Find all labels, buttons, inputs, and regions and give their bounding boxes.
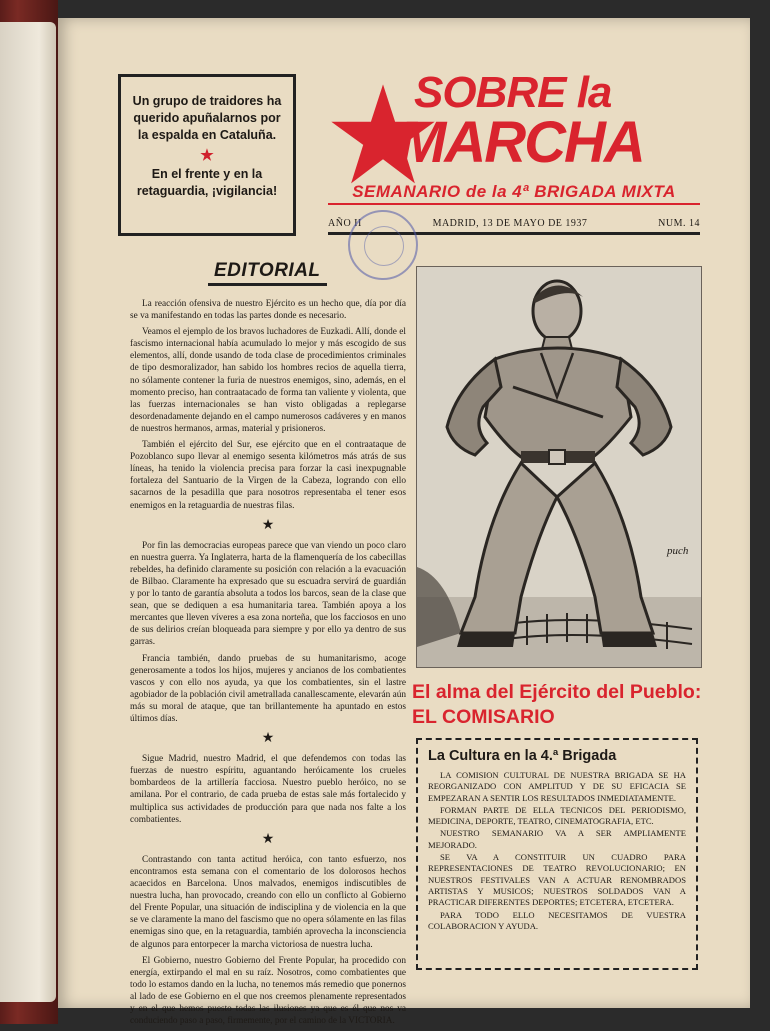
editorial-paragraph: Veamos el ejemplo de los bravos luchadores de Euzkadi. Allí, donde el fascismo internacional había acumulado lo mejor y más escogido de sus elementos, allí, donde usando de toda clase de procedimientos criminales de tipo desmoralizador, han sabido los hombres recios de aquella tierra, no sólamente contener la furia de nuestros enemigos, sino, además, en el momento preciso, han contraatacado de forma tan valiente y violenta, que las fuerzas internacionales se han visto obligadas a replegarse desordenadamente dejando en el campo numerosos cadáveres y en manos de nuestros hermanos, armas, material y prisioneros. bbox=[130, 327, 406, 434]
masthead bbox=[328, 70, 700, 208]
editorial-paragraph: Sigue Madrid, nuestro Madrid, el que defendemos con todas las fuerzas de nuestro espíritu, aguantando heróicamente los crueles bombardeos de la artillería facciosa. Nuestro pueblo heróico, no se amilana. Por el contrario, de cada prueba de estas sale más fortalecido y multiplica sus actividades de producción para que nada nos falte a los combatientes. bbox=[130, 754, 406, 825]
editorial-column bbox=[130, 298, 406, 1031]
star-icon: ★ bbox=[261, 731, 275, 747]
star-icon: ★ bbox=[261, 831, 275, 847]
editorial-paragraph: Contrastando con tanta actitud heróica, con tanto esfuerzo, nos encontramos esta semana con el comentario de los dolorosos hechos acaecidos en Barcelona. Unos malvados, enemigos indiscutibles de nuestra lucha, han provocado, creando con ello un conflicto al Gobierno del Frente Popular, una situación de indisciplina y de violencia en la que se ve claramente la mano del fascismo que no opera sólamente en las filas enemigas sino que, en la retaguardia, también aprovecha la inconsciencia de algunos para entorpecer la marcha victoriosa de nuestra lucha. bbox=[130, 854, 406, 950]
masthead-subtitle: SEMANARIO de la 4ª BRIGADA MIXTA bbox=[328, 182, 700, 205]
alert-line-1: Un grupo de traidores ha querido apuñalarnos por la espalda en Cataluña. bbox=[132, 94, 282, 142]
illustration-signature: puch bbox=[667, 545, 689, 557]
adjacent-page-edge bbox=[0, 22, 56, 1002]
masthead-title-top: SOBRE la bbox=[414, 68, 612, 117]
cultura-paragraph: LA COMISION CULTURAL DE NUESTRA BRIGADA SE HA REORGANIZADO CON AMPLITUD Y DE SU EFICACIA SE EMPEZARAN A SENTIR LOS RESULTADOS INMEDIATAMENTE. bbox=[428, 770, 686, 803]
alert-box bbox=[118, 74, 296, 236]
issue-date: MADRID, 13 DE MAYO DE 1937 bbox=[432, 218, 588, 229]
headline-comisario: El alma del Ejército del Pueblo: EL COMISARIO bbox=[412, 681, 702, 728]
star-icon: ★ bbox=[200, 147, 214, 164]
issue-year: AÑO II bbox=[328, 218, 362, 229]
library-stamp bbox=[348, 210, 418, 280]
cultura-paragraph: PARA TODO ELLO NECESITAMOS DE VUESTRA COLABORACION Y AYUDA. bbox=[428, 909, 686, 931]
soldier-drawing bbox=[417, 267, 701, 667]
editorial-paragraph: Francia también, dando pruebas de su humanitarismo, acoge generosamente a todos los hijos, mujeres y ancianos de los combatientes vascos y con ello nos ayuda, ya que los combatientes, sin el lastre agobiador de la población civil ametrallada canallescamente, elevarán aún más su moral de ataque, que tan brillantemente ha apuntado en estos últimos días. bbox=[130, 653, 406, 724]
editorial-heading: EDITORIAL bbox=[208, 260, 327, 286]
cultura-title: La Cultura en la 4.ª Brigada bbox=[428, 748, 617, 764]
cultura-paragraph: SE VA A CONSTITUIR UN CUADRO PARA REPRESENTACIONES DE TEATRO REVOLUCIONARIO; EN NUESTROS FESTIVALES VAN A ACTUAR RENOMBRADOS ARTISTAS Y MUSICOS; NUESTROS SOLDADOS VAN A PRACTICAR DIFERENTES DEPORTES; ETCETERA, ETCETERA. bbox=[428, 852, 686, 908]
masthead-title-main: MARCHA bbox=[398, 110, 644, 175]
cultura-paragraph: NUESTRO SEMANARIO VA A SER AMPLIAMENTE MEJORADO. bbox=[428, 828, 686, 850]
issue-number: NUM. 14 bbox=[658, 218, 700, 229]
editorial-paragraph: También el ejército del Sur, ese ejército que en el contraataque de Pozoblanco supo llevar al enemigo sesenta kilómetros más atrás de sus líneas, ha tenido la violencia precisa para forzar la casi inexpugnable fortaleza del Santuario de la Virgen de la Cabeza, logrando con ello sacarnos de la pesadilla que para nosotros representaba el tener esos enemigos en la retaguardia de nuestras filas. bbox=[130, 440, 406, 511]
cultura-box bbox=[416, 738, 698, 970]
star-icon: ★ bbox=[261, 517, 275, 533]
editorial-paragraph: Por fin las democracias europeas parece que van viendo un poco claro en nuestra guerra. Ya Inglaterra, harta de la flamenquería de los cabecillas rebeldes, ha definido claramente su posición con relación a la evacuación de Bilbao. Claramente ha expresado que su escuadra servirá de guardián y por lo tanto de garantía absoluta a todos los barcos, sean de la clase que sean, que se dediquen a esa humanitaria tarea. También apoya a los mercantes que lleven víveres a esa zona norteña, que los facciosos en uno de sus delirios creían bloqueada para siempre y por ello ya dentro de sus garras. bbox=[130, 540, 406, 648]
alert-line-2: En el frente y en la retaguardia, ¡vigilancia! bbox=[136, 167, 278, 198]
editorial-paragraph: El Gobierno, nuestro Gobierno del Frente Popular, ha procedido con energía, extirpando el mal en su raíz. Nosotros, como combatientes que todo lo estamos dando en la lucha, no tenemos más remedio que ponernos al lado de ese Gobierno en el que nos creemos plenamente representados y en el que hemos puesto todas las ilusiones ya que es él que nos va conduciendo paso a paso, firmemente, por el camino de la VICTORIA. bbox=[130, 955, 406, 1027]
newspaper-page bbox=[58, 18, 750, 1027]
editorial-paragraph: La reacción ofensiva de nuestro Ejército es un hecho que, día por día se va manifestando en todas las partes donde es necesario. bbox=[130, 299, 406, 322]
cultura-paragraph: FORMAN PARTE DE ELLA TECNICOS DEL PERIODISMO, MEDICINA, DEPORTE, TEATRO, CINEMATOGRAFIA, ETC. bbox=[428, 804, 686, 827]
soldier-illustration bbox=[416, 266, 702, 668]
